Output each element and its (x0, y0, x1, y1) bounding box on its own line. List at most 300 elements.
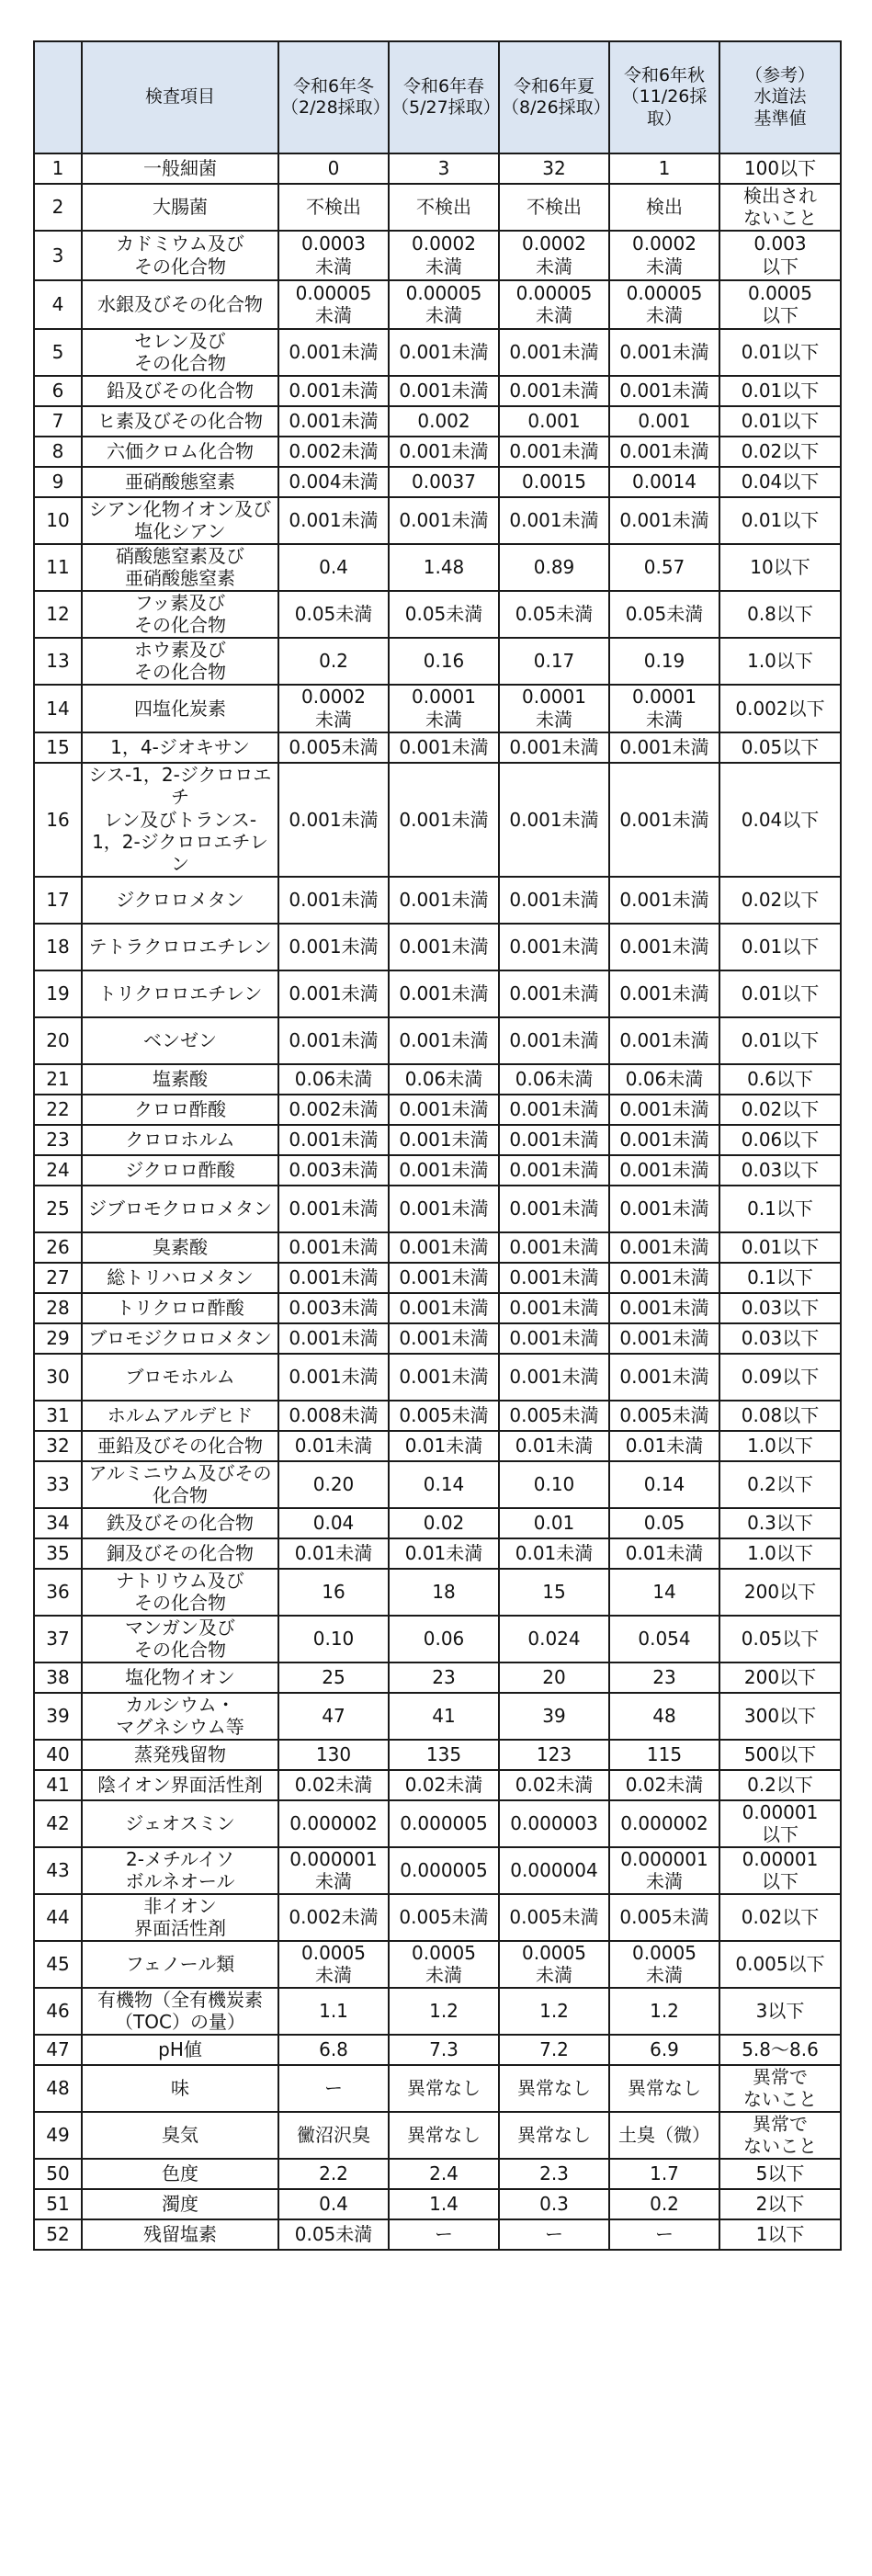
standard-value: 異常で ないこと (743, 2065, 817, 2111)
row-number: 35 (46, 1542, 70, 1565)
item-name-cell (82, 970, 278, 1017)
standard-value: 0.01以下 (741, 1029, 820, 1052)
value-summer: 0.000004 (510, 1859, 598, 1882)
item-name-cell (82, 1508, 278, 1538)
row-number: 3 (51, 244, 64, 267)
row-number: 25 (46, 1197, 70, 1220)
value-autumn: 0.14 (643, 1473, 685, 1496)
value-autumn: 異常なし (628, 2077, 701, 2100)
row-number: 37 (46, 1628, 70, 1651)
value-summer-cell (499, 1800, 609, 1847)
value-winter: 16 (322, 1581, 345, 1604)
value-spring: 0.001未満 (399, 1029, 489, 1052)
value-winter-cell (278, 497, 389, 544)
item-name: クロロ酢酸 (134, 1098, 226, 1121)
value-summer-cell (499, 1847, 609, 1894)
row-number-cell (34, 437, 82, 467)
value-winter-cell (278, 638, 389, 685)
value-autumn-cell (609, 467, 719, 497)
standard-value: 0.04以下 (741, 471, 820, 494)
value-autumn: 115 (646, 1743, 683, 1766)
value-winter-cell (278, 1894, 389, 1941)
standard-value: 0.02以下 (741, 889, 820, 912)
value-autumn-cell (609, 437, 719, 467)
value-winter-cell (278, 924, 389, 970)
value-winter-cell (278, 877, 389, 924)
row-number-cell (34, 1800, 82, 1847)
row-number-cell (34, 1095, 82, 1125)
standard-value-cell (719, 437, 841, 467)
table-row (34, 685, 841, 732)
value-spring: 1.48 (423, 556, 465, 579)
value-spring: 0.001未満 (399, 341, 489, 364)
value-winter: ー (324, 2077, 343, 2100)
row-number-cell (34, 329, 82, 376)
value-autumn: 6.9 (650, 2038, 679, 2061)
value-winter-cell (278, 1232, 389, 1263)
item-name: 亜硝酸態窒素 (125, 471, 235, 494)
value-spring: 1.2 (429, 2000, 459, 2023)
table-row (34, 1988, 841, 2035)
value-spring-cell (389, 406, 499, 437)
value-winter-cell (278, 1293, 389, 1323)
table-body (34, 153, 841, 2250)
header-winter (278, 41, 389, 153)
value-spring: 0.001未満 (399, 936, 489, 959)
header-item-label: 検査項目 (144, 86, 215, 108)
value-autumn-cell (609, 1186, 719, 1232)
value-winter-cell (278, 1354, 389, 1401)
value-summer-cell (499, 1401, 609, 1431)
value-autumn-cell (609, 1538, 719, 1569)
value-autumn: 48 (652, 1705, 676, 1728)
value-spring: 0.02未満 (404, 1774, 483, 1797)
row-number-cell (34, 497, 82, 544)
standard-value: 0.2以下 (747, 1473, 813, 1496)
value-autumn-cell (609, 1800, 719, 1847)
value-autumn: 0.001未満 (619, 936, 709, 959)
item-name: 総トリハロメタン (107, 1266, 254, 1289)
standard-value: 0.05以下 (741, 1628, 820, 1651)
standard-value: 0.03以下 (741, 1327, 820, 1350)
value-spring: 0.000005 (400, 1812, 488, 1835)
table-row (34, 544, 841, 591)
row-number-cell (34, 1569, 82, 1616)
item-name-cell (82, 2219, 278, 2250)
standard-value: 異常で ないこと (743, 2112, 817, 2158)
value-autumn-cell (609, 1988, 719, 2035)
value-autumn: 0.0005 未満 (632, 1941, 696, 1987)
value-summer-cell (499, 153, 609, 184)
value-winter-cell (278, 2112, 389, 2159)
row-number: 12 (46, 603, 70, 626)
header-summer (499, 41, 609, 153)
value-winter: 0.001未満 (289, 936, 379, 959)
value-winter-cell (278, 437, 389, 467)
standard-value-cell (719, 685, 841, 732)
value-spring-cell (389, 2219, 499, 2250)
value-spring-cell (389, 1155, 499, 1186)
table-row (34, 280, 841, 329)
value-spring: 0.16 (423, 650, 465, 673)
header-winter-label: 令和6年冬 （2/28採取） (281, 75, 391, 118)
standard-value: 1以下 (755, 2223, 805, 2246)
row-number: 1 (51, 157, 64, 180)
row-number: 11 (46, 556, 70, 579)
value-spring: 7.3 (429, 2038, 459, 2061)
item-name-cell (82, 1693, 278, 1740)
value-winter-cell (278, 1155, 389, 1186)
header-spring (389, 41, 499, 153)
table-row (34, 877, 841, 924)
value-winter: 47 (322, 1705, 345, 1728)
value-autumn: 0.06未満 (625, 1068, 704, 1091)
item-name: 塩素酸 (153, 1068, 208, 1091)
value-spring-cell (389, 1354, 499, 1401)
value-summer: 0.001未満 (509, 440, 599, 463)
standard-value-cell (719, 231, 841, 280)
table-row (34, 638, 841, 685)
value-summer-cell (499, 497, 609, 544)
value-winter: 1.1 (319, 2000, 348, 2023)
row-number: 36 (46, 1581, 70, 1604)
value-summer: 0.01未満 (515, 1435, 594, 1458)
value-winter: 0.06未満 (294, 1068, 373, 1091)
value-spring-cell (389, 1740, 499, 1770)
table-row (34, 1538, 841, 1569)
value-winter: 130 (315, 1743, 352, 1766)
value-summer-cell (499, 1569, 609, 1616)
item-name: カルシウム・ マグネシウム等 (116, 1693, 244, 1739)
table-row (34, 376, 841, 406)
value-winter: 黴沼沢臭 (297, 2124, 370, 2147)
standard-value-cell (719, 2112, 841, 2159)
value-winter-cell (278, 1988, 389, 2035)
value-spring-cell (389, 1017, 499, 1064)
item-name: 四塩化炭素 (134, 697, 226, 720)
row-number-cell (34, 732, 82, 763)
standard-value: 0.09以下 (741, 1366, 820, 1389)
row-number-cell (34, 1431, 82, 1461)
row-number-cell (34, 1941, 82, 1988)
value-spring: ー (435, 2223, 453, 2246)
standard-value-cell (719, 184, 841, 231)
item-name-cell (82, 2159, 278, 2189)
table-row (34, 1941, 841, 1988)
value-autumn-cell (609, 1847, 719, 1894)
value-autumn: 0.001未満 (619, 889, 709, 912)
value-summer-cell (499, 184, 609, 231)
item-name: 六価クロム化合物 (107, 440, 254, 463)
value-autumn: 0.054 (638, 1628, 691, 1651)
row-number: 45 (46, 1953, 70, 1976)
value-spring-cell (389, 2112, 499, 2159)
value-autumn-cell (609, 1095, 719, 1125)
value-winter-cell (278, 184, 389, 231)
value-winter: 0.001未満 (289, 889, 379, 912)
item-name-cell (82, 153, 278, 184)
value-summer-cell (499, 1988, 609, 2035)
value-summer: 0.001 (527, 410, 581, 433)
value-winter: 0.001未満 (289, 808, 379, 831)
value-spring: 0.01未満 (404, 1542, 483, 1565)
item-name-cell (82, 1293, 278, 1323)
value-autumn-cell (609, 970, 719, 1017)
value-spring: 0.0001 未満 (412, 686, 476, 731)
value-summer: 2.3 (539, 2162, 569, 2185)
row-number-cell (34, 1354, 82, 1401)
table-row (34, 231, 841, 280)
value-spring-cell (389, 638, 499, 685)
table-row (34, 1323, 841, 1354)
row-number: 7 (51, 410, 64, 433)
value-winter: 0.003未満 (289, 1297, 379, 1320)
value-autumn: 0.0014 (632, 471, 696, 494)
value-spring-cell (389, 437, 499, 467)
standard-value-cell (719, 1770, 841, 1800)
table-row (34, 1461, 841, 1508)
row-number: 42 (46, 1812, 70, 1835)
value-summer: 7.2 (539, 2038, 569, 2061)
value-summer-cell (499, 1232, 609, 1263)
value-winter: 0.0002 未満 (301, 686, 366, 731)
item-name-cell (82, 638, 278, 685)
row-number-cell (34, 1693, 82, 1740)
standard-value-cell (719, 970, 841, 1017)
row-number: 32 (46, 1435, 70, 1458)
value-autumn-cell (609, 376, 719, 406)
standard-value: 5以下 (755, 2162, 805, 2185)
value-summer-cell (499, 1693, 609, 1740)
table-row (34, 1616, 841, 1662)
item-name: 臭素酸 (153, 1236, 208, 1259)
value-autumn: 0.001未満 (619, 1197, 709, 1220)
row-number-cell (34, 1401, 82, 1431)
value-spring: 0.001未満 (399, 1327, 489, 1350)
value-winter-cell (278, 280, 389, 329)
standard-value-cell (719, 544, 841, 591)
value-summer: 15 (542, 1581, 566, 1604)
value-autumn-cell (609, 2112, 719, 2159)
standard-value: 0.01以下 (741, 509, 820, 532)
item-name-cell (82, 1354, 278, 1401)
value-summer-cell (499, 591, 609, 638)
value-summer-cell (499, 2159, 609, 2189)
row-number: 29 (46, 1327, 70, 1350)
row-number: 43 (46, 1859, 70, 1882)
value-summer: 123 (536, 1743, 572, 1766)
item-name-cell (82, 1800, 278, 1847)
value-spring: 0.06未満 (404, 1068, 483, 1091)
value-summer-cell (499, 1293, 609, 1323)
standard-value: 10以下 (750, 556, 810, 579)
row-number-cell (34, 1323, 82, 1354)
table-row (34, 763, 841, 877)
value-winter: 0.001未満 (289, 1266, 379, 1289)
value-spring: 41 (432, 1705, 456, 1728)
standard-value: 0.002以下 (735, 697, 825, 720)
value-autumn: 0.001未満 (619, 1159, 709, 1182)
value-winter: 0.001未満 (289, 341, 379, 364)
value-winter-cell (278, 2065, 389, 2112)
value-winter-cell (278, 1186, 389, 1232)
value-autumn-cell (609, 497, 719, 544)
value-summer-cell (499, 2219, 609, 2250)
header-autumn (609, 41, 719, 153)
value-winter-cell (278, 1263, 389, 1293)
value-spring-cell (389, 184, 499, 231)
table-row (34, 497, 841, 544)
row-number-cell (34, 1064, 82, 1095)
value-autumn-cell (609, 1894, 719, 1941)
value-summer: 0.001未満 (509, 1236, 599, 1259)
standard-value-cell (719, 1538, 841, 1569)
table-row (34, 1894, 841, 1941)
item-name-cell (82, 1064, 278, 1095)
value-spring-cell (389, 231, 499, 280)
value-autumn: 1.7 (650, 2162, 679, 2185)
row-number: 34 (46, 1512, 70, 1535)
standard-value: 0.02以下 (741, 440, 820, 463)
row-number: 27 (46, 1266, 70, 1289)
value-summer-cell (499, 1616, 609, 1662)
standard-value: 0.005以下 (735, 1953, 825, 1976)
value-spring: 135 (425, 1743, 462, 1766)
standard-value: 0.02以下 (741, 1098, 820, 1121)
standard-value: 5.8～8.6 (742, 2038, 819, 2061)
table-row (34, 732, 841, 763)
value-autumn-cell (609, 877, 719, 924)
value-spring: 0.002 (417, 410, 470, 433)
item-name: フェノール類 (125, 1953, 235, 1976)
value-winter: 0.001未満 (289, 509, 379, 532)
item-name: 鉄及びその化合物 (107, 1512, 254, 1535)
value-summer: 0.001未満 (509, 1159, 599, 1182)
value-summer-cell (499, 970, 609, 1017)
value-spring-cell (389, 329, 499, 376)
value-summer: 0.3 (539, 2193, 569, 2216)
item-name-cell (82, 1401, 278, 1431)
row-number-cell (34, 924, 82, 970)
value-winter: 0.001未満 (289, 380, 379, 403)
value-summer-cell (499, 2112, 609, 2159)
row-number-cell (34, 1662, 82, 1693)
value-spring: 0.001未満 (399, 1236, 489, 1259)
item-name: フッ素及び その化合物 (134, 591, 226, 637)
standard-value-cell (719, 924, 841, 970)
row-number-cell (34, 2035, 82, 2065)
value-autumn-cell (609, 1293, 719, 1323)
standard-value: 0.03以下 (741, 1297, 820, 1320)
value-winter: 0.4 (319, 2193, 348, 2216)
item-name: 色度 (162, 2162, 198, 2185)
value-summer-cell (499, 231, 609, 280)
value-autumn-cell (609, 406, 719, 437)
value-autumn-cell (609, 2219, 719, 2250)
row-number: 9 (51, 471, 64, 494)
value-autumn-cell (609, 1662, 719, 1693)
standard-value: 0.01以下 (741, 380, 820, 403)
standard-value: 0.6以下 (747, 1068, 813, 1091)
row-number: 4 (51, 293, 64, 316)
item-name: 硝酸態窒素及び 亜硝酸態窒素 (116, 544, 244, 590)
value-autumn-cell (609, 1125, 719, 1155)
value-summer-cell (499, 685, 609, 732)
item-name: クロロホルム (125, 1129, 235, 1152)
item-name: 濁度 (162, 2193, 198, 2216)
value-spring-cell (389, 1431, 499, 1461)
value-winter: 0.001未満 (289, 1327, 379, 1350)
value-winter-cell (278, 1538, 389, 1569)
value-spring: 0.005未満 (399, 1906, 489, 1929)
row-number-cell (34, 1461, 82, 1508)
value-winter-cell (278, 467, 389, 497)
standard-value-cell (719, 1263, 841, 1293)
row-number: 40 (46, 1743, 70, 1766)
item-name-cell (82, 184, 278, 231)
value-summer: ー (545, 2223, 563, 2246)
table-row (34, 2112, 841, 2159)
row-number: 31 (46, 1404, 70, 1427)
value-spring-cell (389, 1894, 499, 1941)
row-number: 6 (51, 380, 64, 403)
standard-value-cell (719, 1800, 841, 1847)
item-name-cell (82, 280, 278, 329)
value-autumn-cell (609, 638, 719, 685)
value-autumn-cell (609, 1461, 719, 1508)
value-winter: 0.003未満 (289, 1159, 379, 1182)
standard-value-cell (719, 1354, 841, 1401)
value-summer-cell (499, 376, 609, 406)
value-autumn: 0.000002 (620, 1812, 708, 1835)
value-spring-cell (389, 591, 499, 638)
row-number: 24 (46, 1159, 70, 1182)
value-winter-cell (278, 1569, 389, 1616)
value-summer: 20 (542, 1666, 566, 1689)
item-name: セレン及び その化合物 (134, 329, 226, 375)
row-number-cell (34, 1125, 82, 1155)
value-autumn: 検出 (646, 196, 683, 219)
standard-value-cell (719, 732, 841, 763)
standard-value-cell (719, 591, 841, 638)
value-spring-cell (389, 2065, 499, 2112)
value-spring-cell (389, 1770, 499, 1800)
value-winter: 0.0003 未満 (301, 233, 366, 278)
value-summer: 0.17 (533, 650, 575, 673)
value-summer-cell (499, 437, 609, 467)
value-winter: 0.002未満 (289, 1906, 379, 1929)
value-summer-cell (499, 2035, 609, 2065)
value-spring: 0.001未満 (399, 440, 489, 463)
row-number: 28 (46, 1297, 70, 1320)
value-winter-cell (278, 153, 389, 184)
table-row (34, 1740, 841, 1770)
water-quality-table (33, 40, 842, 2251)
value-autumn-cell (609, 1354, 719, 1401)
value-spring: 0.001未満 (399, 1197, 489, 1220)
item-name-cell (82, 877, 278, 924)
value-autumn-cell (609, 1693, 719, 1740)
table-row (34, 437, 841, 467)
row-number: 15 (46, 736, 70, 759)
value-winter: 0.005未満 (289, 736, 379, 759)
table-row (34, 1064, 841, 1095)
value-summer-cell (499, 1155, 609, 1186)
row-number: 10 (46, 509, 70, 532)
value-autumn: 1.2 (650, 2000, 679, 2023)
value-spring: 0.001未満 (399, 380, 489, 403)
standard-value-cell (719, 763, 841, 877)
